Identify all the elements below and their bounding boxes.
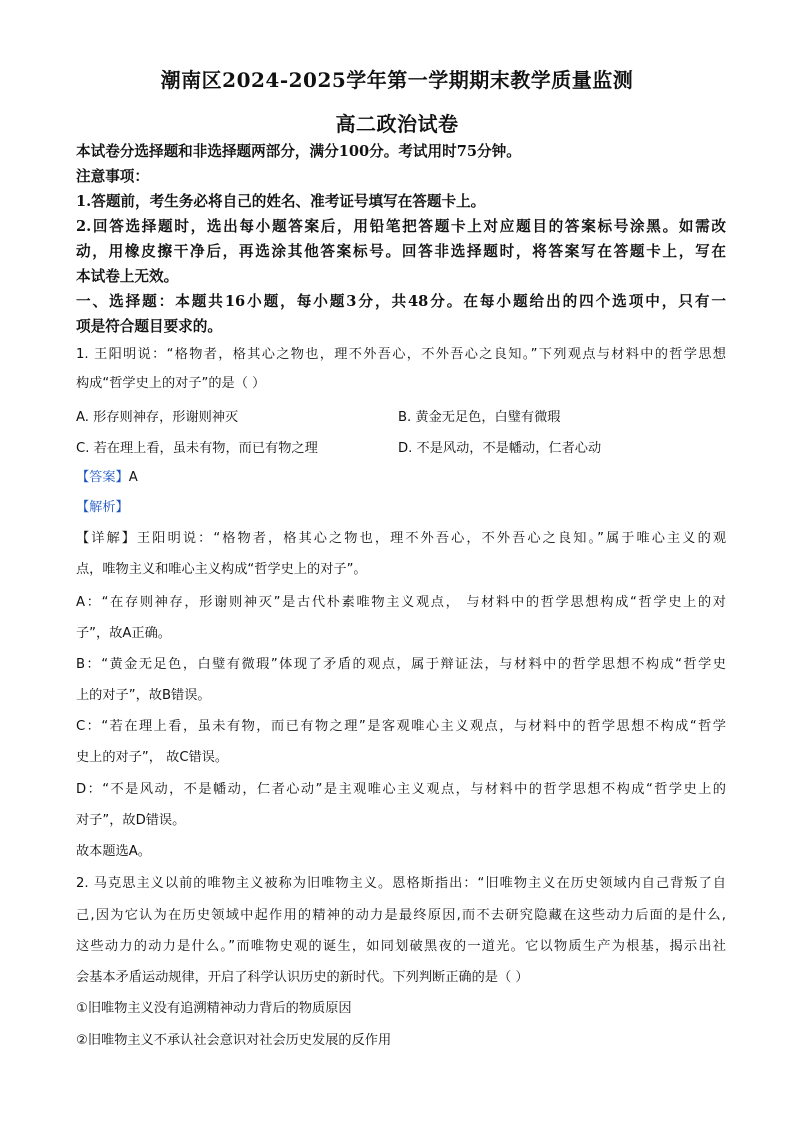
q1-option-b: B. 黄金无足色，白璧有微瑕 [398, 410, 561, 425]
q1-explain-d-line-1: D：“不是风动，不是幡动，仁者心动”是主观唯心主义观点，与材料中的哲学思想不构成“哲学史上的 [76, 782, 726, 797]
exam-subtitle: 高二政治试卷 [335, 112, 459, 136]
q1-explain-b-line-1: B：“黄金无足色，白璧有微瑕”体现了矛盾的观点，属于辩证法，与材料中的哲学思想不构成“哲学史 [76, 657, 726, 672]
q1-answer [76, 468, 726, 488]
q1-option-c: C. 若在理上看，虽未有物，而已有物之理 [76, 441, 318, 456]
q2-stem-line-3: 这些动力的动力是什么。”而唯物史观的诞生，如同划破黑夜的一道光。它以物质生产为根基，揭示出社 [76, 939, 726, 954]
detail-text-1: 王阳明说：“格物者，格其心之物也，理不外吾心，不外吾心之良知。”属于唯心主义的观 [137, 531, 727, 546]
q1-detail-line-2: 点，唯物主义和唯心主义构成“哲学史上的对子”。 [76, 562, 367, 577]
q2-statement-2: ②旧唯物主义不承认社会意识对社会历史发展的反作用 [76, 1033, 392, 1048]
q1-explain-b-line-2: 上的对子”，故B错误。 [76, 688, 211, 703]
q1-analysis [76, 498, 726, 518]
section-heading-line-2: 项是符合题目要求的。 [76, 318, 222, 335]
analysis-tag: 【解析】 [76, 500, 129, 515]
q1-option-d: D. 不是风动，不是幡动，仁者心动 [398, 441, 602, 456]
notice-item-1: 1.答题前，考生务必将自己的姓名、准考证号填写在答题卡上。 [76, 193, 486, 210]
q2-stem-line-4: 会基本矛盾运动规律，开启了科学认识历史的新时代。下列判断正确的是（ ） [76, 970, 529, 985]
q2-stem-line-2: 己,因为它认为在历史领域中起作用的精神的动力是最终原因,而不去研究隐藏在这些动力后面的是什么, [76, 908, 726, 923]
q1-explain-c-line-1: C：“若在理上看，虽未有物，而已有物之理”是客观唯心主义观点，与材料中的哲学思想不构成“哲学 [76, 719, 726, 734]
q1-stem-line-1: 1. 王阳明说：“格物者，格其心之物也，理不外吾心，不外吾心之良知。”下列观点与材料中的哲学思想 [76, 347, 726, 362]
notice-title: 注意事项： [76, 168, 149, 185]
q1-stem-line-2: 构成“哲学史上的对子”的是（ ） [76, 376, 266, 391]
notice-item-2-line-3: 本试卷上无效。 [76, 268, 179, 285]
q2-stem-line-1: 2. 马克思主义以前的唯物主义被称为旧唯物主义。恩格斯指出：“旧唯物主义在历史领域内自己背叛了自 [76, 876, 726, 891]
q1-option-a: A. 形存则神存，形谢则神灭 [76, 410, 239, 425]
q1-explain-a-line-1: A：“在存则神存，形谢则神灭”是古代朴素唯物主义观点， 与材料中的哲学思想构成“哲学史上的对 [76, 595, 726, 610]
exam-intro: 本试卷分选择题和非选择题两部分，满分100分。考试用时75分钟。 [76, 143, 521, 160]
notice-item-2-line-2: 动，用橡皮擦干净后，再选涂其他答案标号。回答非选择题时，将答案写在答题卡上，写在 [76, 243, 726, 260]
q1-detail-line-1 [76, 529, 726, 549]
answer-tag: 【答案】 [76, 470, 129, 485]
q1-explain-d-line-2: 对子”，故D错误。 [76, 813, 186, 828]
detail-tag: 【详解】 [76, 531, 138, 546]
q1-conclusion: 故本题选A。 [76, 844, 151, 859]
section-heading-line-1: 一、选择题：本题共16小题，每小题3分，共48分。在每小题给出的四个选项中，只有一 [76, 293, 726, 310]
notice-item-2-line-1: 2.回答选择题时，选出每小题答案后，用铅笔把答题卡上对应题目的答案标号涂黑。如需改 [76, 218, 726, 235]
q1-explain-c-line-2: 史上的对子”， 故C错误。 [76, 750, 229, 765]
q2-statement-1: ①旧唯物主义没有追溯精神动力背后的物质原因 [76, 1001, 352, 1016]
exam-title: 潮南区2024-2025学年第一学期期末教学质量监测 [160, 68, 634, 92]
answer-value: A [128, 470, 138, 485]
q1-explain-a-line-2: 子”，故A正确。 [76, 626, 171, 641]
